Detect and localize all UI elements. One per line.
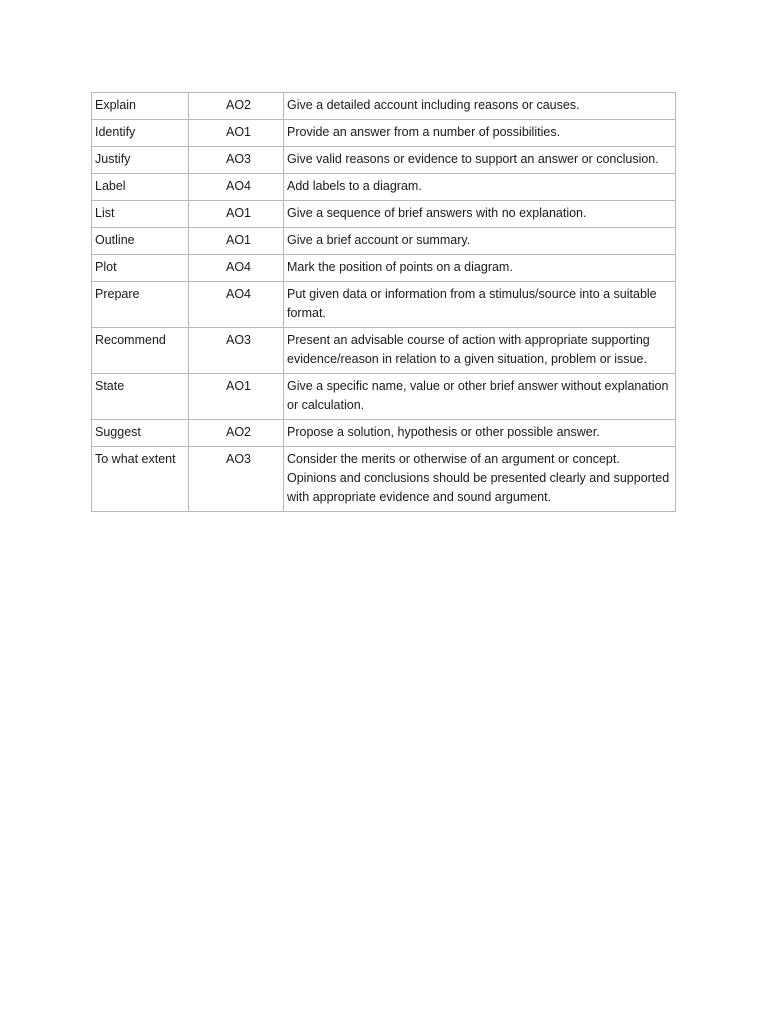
- ao-cell: AO1: [189, 120, 284, 147]
- table-row: [92, 228, 676, 255]
- term-cell: Plot: [92, 255, 189, 282]
- table-row: [92, 374, 676, 420]
- term-cell: Outline: [92, 228, 189, 255]
- table-row: [92, 255, 676, 282]
- ao-cell: AO2: [189, 93, 284, 120]
- ao-cell: AO3: [189, 447, 284, 512]
- term-cell: Explain: [92, 93, 189, 120]
- table-row: [92, 147, 676, 174]
- command-terms-table: [91, 92, 676, 512]
- ao-cell: AO2: [189, 420, 284, 447]
- term-cell: Recommend: [92, 328, 189, 374]
- definition-cell: Give a sequence of brief answers with no explanation.: [284, 201, 676, 228]
- definition-cell: Present an advisable course of action with appropriate supporting evidence/reason in relation to a given situation, problem or issue.: [284, 328, 676, 374]
- definition-cell: Provide an answer from a number of possibilities.: [284, 120, 676, 147]
- term-cell: Justify: [92, 147, 189, 174]
- term-cell: Identify: [92, 120, 189, 147]
- table-row: [92, 174, 676, 201]
- definition-cell: Give valid reasons or evidence to support an answer or conclusion.: [284, 147, 676, 174]
- term-cell: To what extent: [92, 447, 189, 512]
- definition-cell: Consider the merits or otherwise of an argument or concept. Opinions and conclusions should be presented clearly and supported with appropriate evidence and sound argument.: [284, 447, 676, 512]
- table-row: [92, 328, 676, 374]
- ao-cell: AO4: [189, 282, 284, 328]
- term-cell: Prepare: [92, 282, 189, 328]
- table-row: [92, 120, 676, 147]
- definition-cell: Give a brief account or summary.: [284, 228, 676, 255]
- table-row: [92, 93, 676, 120]
- term-cell: Suggest: [92, 420, 189, 447]
- ao-cell: AO3: [189, 328, 284, 374]
- definition-cell: Put given data or information from a stimulus/source into a suitable format.: [284, 282, 676, 328]
- ao-cell: AO4: [189, 255, 284, 282]
- ao-cell: AO4: [189, 174, 284, 201]
- ao-cell: AO1: [189, 228, 284, 255]
- definition-cell: Propose a solution, hypothesis or other possible answer.: [284, 420, 676, 447]
- table-body: [92, 93, 676, 512]
- definition-cell: Give a detailed account including reasons or causes.: [284, 93, 676, 120]
- table-row: [92, 282, 676, 328]
- term-cell: List: [92, 201, 189, 228]
- table-row: [92, 447, 676, 512]
- term-cell: State: [92, 374, 189, 420]
- table-row: [92, 420, 676, 447]
- definition-cell: Give a specific name, value or other brief answer without explanation or calculation.: [284, 374, 676, 420]
- term-cell: Label: [92, 174, 189, 201]
- table-row: [92, 201, 676, 228]
- ao-cell: AO3: [189, 147, 284, 174]
- definition-cell: Add labels to a diagram.: [284, 174, 676, 201]
- ao-cell: AO1: [189, 201, 284, 228]
- definition-cell: Mark the position of points on a diagram.: [284, 255, 676, 282]
- ao-cell: AO1: [189, 374, 284, 420]
